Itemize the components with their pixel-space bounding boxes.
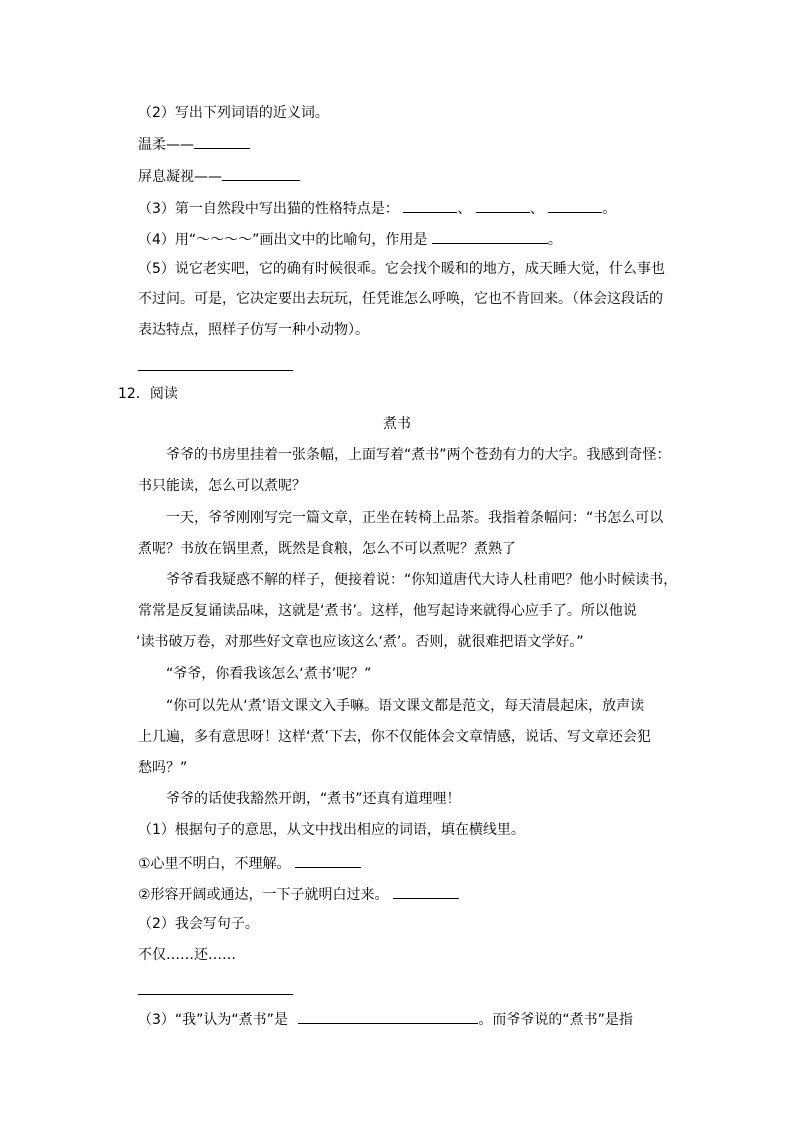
answer-line-imitation[interactable] — [138, 370, 293, 371]
story-paragraph-line: 书只能读，怎么可以煮呢？ — [138, 478, 306, 494]
story-paragraph-line: ‘读书破万卷，对那些好文章也应该这么‘煮’。否则，就很难把语文学好。” — [136, 634, 584, 650]
q12-question-2-prompt: （2）我会写句子。 — [138, 916, 259, 932]
definition-1: ①心里不明白，不理解。 — [138, 856, 291, 872]
q12-question-3-prompt: （3）“我”认为“煮书”是 — [138, 1012, 288, 1028]
separator: 、 — [457, 201, 472, 217]
q12-question-3-tail: 。而爷爷说的“煮书”是指 — [478, 1012, 633, 1028]
story-paragraph-line: 爷爷的书房里挂着一张条幅，上面写着“煮书”两个苍劲有力的大字。我感到奇怪： — [166, 447, 671, 463]
question-5-line-2: 不过问。可是，它决定要出去玩玩，任凭谁怎么呼唤，它也不肯回来。（体会这段话的 — [138, 291, 663, 307]
answer-blank-trait-1[interactable] — [403, 198, 457, 213]
story-paragraph-line: 煮呢？书放在锅里煮，既然是食粮，怎么不可以煮呢？煮熟了 — [138, 541, 516, 557]
sentence-pattern: 不仅……还…… — [138, 947, 236, 963]
question-4-prompt: （4）用“～～～～”画出文中的比喻句，作用是 — [138, 232, 428, 248]
story-paragraph-line: 爷爷看我疑惑不解的样子，便接着说：“你知道唐代大诗人杜甫吧？他小时候读书， — [166, 572, 678, 588]
answer-blank-trait-3[interactable] — [548, 198, 602, 213]
answer-line-sentence[interactable] — [138, 994, 293, 995]
question-4-line — [138, 229, 562, 249]
period: 。 — [602, 201, 617, 217]
synonym-word-1: 温柔—— — [138, 137, 194, 153]
q12-question-3-line — [138, 1009, 633, 1029]
story-paragraph-line: 上几遍，多有意思呀！这样‘煮’下去，你不仅能体会文章情感，说话、写文章还会犯 — [138, 729, 651, 745]
answer-blank-trait-2[interactable] — [476, 198, 530, 213]
story-paragraph-line: “你可以先从‘煮’语文课文入手嘛。语文课文都是范文，每天清晨起床，放声读 — [166, 698, 645, 714]
q12-question-1-prompt: （1）根据句子的意思，从文中找出相应的词语，填在横线里。 — [138, 822, 525, 838]
answer-blank-metaphor-effect[interactable] — [432, 229, 548, 244]
q12-question-1-item-1 — [138, 853, 361, 873]
q12-question-1-item-2 — [138, 884, 459, 904]
answer-blank-word-1[interactable] — [295, 853, 361, 868]
question-2-prompt: （2）写出下列词语的近义词。 — [138, 105, 329, 121]
answer-blank-synonym-2[interactable] — [222, 166, 300, 181]
synonym-item-2 — [138, 166, 300, 186]
period: 。 — [547, 232, 562, 248]
story-paragraph-line: “爷爷，你看我该怎么‘煮书’呢？” — [166, 666, 372, 682]
story-paragraph-line: 常常是反复诵读品味，这就是‘煮书’。这样，他写起诗来就得心应手了。所以他说 — [138, 603, 637, 619]
answer-blank-word-2[interactable] — [393, 884, 459, 899]
question-12-label: 12．阅读 — [118, 386, 178, 402]
story-title: 煮书 — [383, 416, 411, 432]
separator: 、 — [529, 201, 544, 217]
story-paragraph-line: 爷爷的话使我豁然开朗，“煮书”还真有道理哩！ — [166, 791, 461, 807]
synonym-item-1 — [138, 134, 250, 154]
synonym-word-2: 屏息凝视—— — [138, 169, 222, 185]
question-5-line-3: 表达特点，照样子仿写一种小动物）。 — [138, 322, 369, 338]
definition-2: ②形容开阔或通达，一下子就明白过来。 — [138, 887, 389, 903]
answer-blank-synonym-1[interactable] — [194, 134, 250, 149]
answer-blank-my-view[interactable] — [298, 1009, 478, 1024]
story-paragraph-line: 愁吗？” — [138, 760, 188, 776]
story-paragraph-line: 一天，爷爷刚刚写完一篇文章，正坐在转椅上品茶。我指着条幅问：“书怎么可以 — [166, 510, 664, 526]
question-3-line — [138, 198, 616, 218]
question-3-prompt: （3）第一自然段中写出猫的性格特点是： — [138, 201, 399, 217]
question-5-line-1: （5）说它老实吧，它的确有时候很乖。它会找个暖和的地方，成天睡大觉，什么事也 — [138, 261, 665, 277]
